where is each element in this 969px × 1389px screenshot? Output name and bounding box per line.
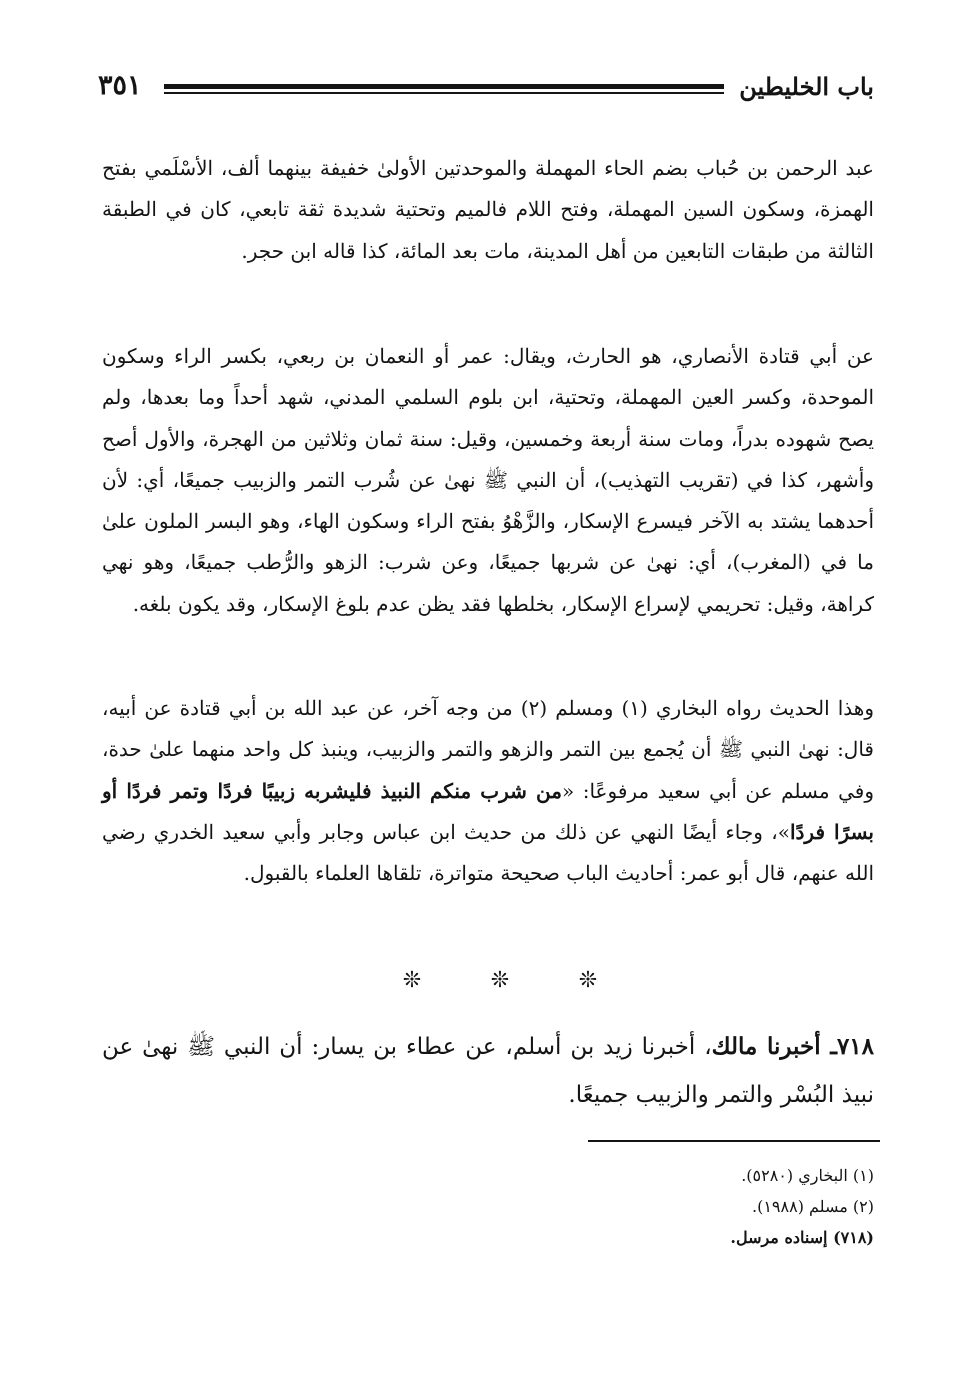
footnote-rule [588,1140,880,1142]
commentary-paragraph-1: عبد الرحمن بن حُباب بضم الحاء المهملة والموحدتين الأولىٰ خفيفة بينهما ألف، الأسْلَمي بفتح الهمزة، وسكون السين المهملة، وفتح اللام فالميم وتحتية شديدة ثقة تابعي، كان في الطبقة الثالثة من طبقات التابعين من أهل المدينة، مات بعد المائة، كذا قاله ابن حجر. [102,156,874,263]
header-rule [164,84,724,89]
footnote-1: (١) البخاري (٥٢٨٠). [741,1166,874,1185]
separator-star-icon: ❊ [402,968,422,993]
separator-star-icon: ❊ [490,968,510,993]
paragraph-3-text-start: وهذا الحديث رواه البخاري (١) ومسلم (٢) من وجه آخر، عن عبد الله بن أبي قتادة عن أبيه، قال: نهىٰ النبي ﷺ أن يُجمع بين التمر والزهو والتمر والزبيب، وينبذ كل واحد منهما علىٰ حدة، وفي مسلم عن أبي سعيد مرفوعًا: « [102,696,875,803]
chapter-title: باب الخليطين [739,72,874,101]
hadith-number-label: ٧١٨ـ أخبرنا مالك [711,1033,874,1060]
hadith-quote-bold: من شرب منكم النبيذ فليشربه زبيبًا فردًا وتمر فردًا أو بسرًا فردًا [102,778,874,844]
header-rule-thin [164,92,724,94]
footnote-2: (٢) مسلم (١٩٨٨). [752,1197,874,1216]
commentary-paragraph-3 [102,688,874,894]
footnotes [400,1160,874,1253]
commentary-paragraph-2: عن أبي قتادة الأنصاري، هو الحارث، ويقال: عمر أو النعمان بن ربعي، بكسر الراء وسكون الموحدة، وكسر العين المهملة، وتحتية، ابن بلوم السلمي المدني، شهد أحداً وما بعدها، ولم يصح شهوده بدراً، ومات سنة أربعة وخمسين، وقيل: سنة ثمان وثلاثين من الهجرة، والأول أصح وأشهر، كذا في (تقريب التهذيب)، أن النبي ﷺ نهىٰ عن شُرب التمر والزبيب جميعًا، أي: لأن أحدهما يشتد به الآخر فيسرع الإسكار، والزَّهْوُ بفتح الراء وسكون الهاء، وهو البسر الملون علىٰ ما في (المغرب)، أي: نهىٰ عن شربها جميعًا، وعن شرب: الزهو والرُّطب جميعًا، وهو نهي كراهة، وقيل: تحريمي لإسراع الإسكار، بخلطها فقد يظن عدم بلوغ الإسكار، وقد يكون بلغه. [102,344,874,616]
paragraph-3-text-end: »، وجاء أيضًا النهي عن ذلك من حديث ابن عباس وجابر وأبي سعيد الخدري رضي الله عنهم، قال أبو عمر: أحاديث الباب صحيحة متواترة، تلقاها العلماء بالقبول. [102,819,874,886]
separator-star-icon: ❊ [578,968,598,993]
footnote-718: (٧١٨) إسناده مرسل. [730,1228,874,1247]
section-separator [400,968,600,993]
page-header [98,66,874,112]
hadith-718 [102,1023,874,1119]
hadith-text: ، أخبرنا زيد بن أسلم، عن عطاء بن يسار: أن النبي ﷺ نهىٰ عن نبيذ البُسْر والتمر والزبيب جميعًا. [102,1034,874,1108]
page-number: ٣٥١ [98,70,142,101]
